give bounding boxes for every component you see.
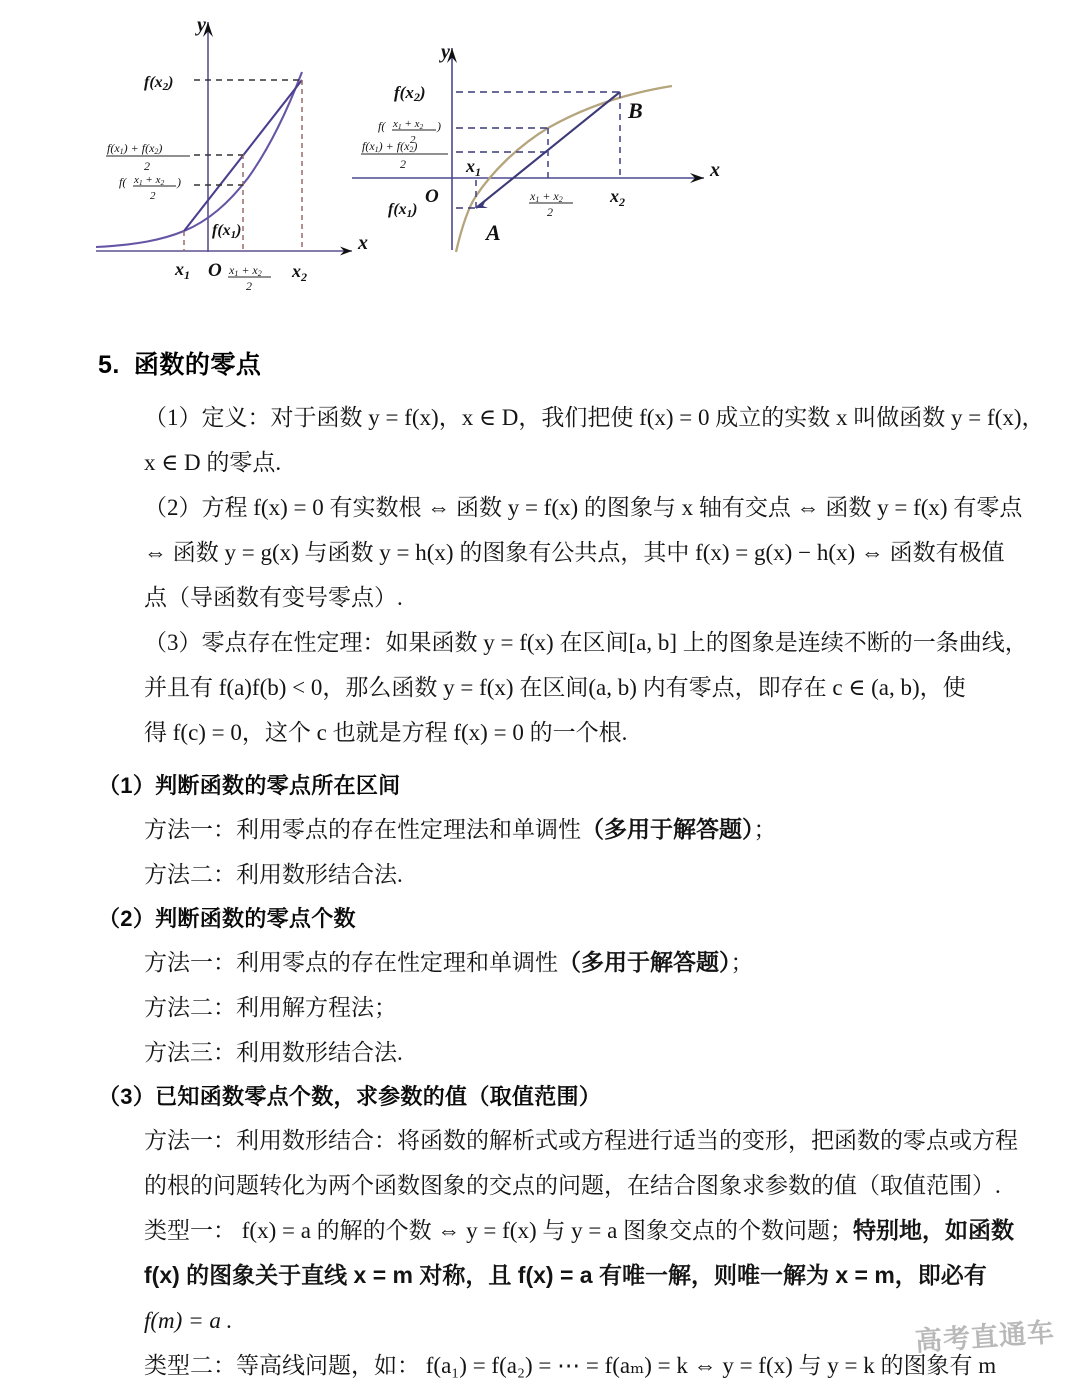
label-avg-f-right [361,139,448,171]
type-1-line-3: f(m) = a . [144,1308,233,1333]
svg-text:f(x1) + f(x2): f(x1) + f(x2) [362,139,418,154]
section-2-method-2: 方法二：利用解方程法； [144,995,397,1020]
section-1-method-2: 方法二：利用数形结合法. [144,862,403,887]
label-f-x2-right: f(x2) [394,83,426,104]
x-axis-label-left: x [358,232,368,254]
y-axis-label-left: y [197,14,206,36]
svg-text:x1 + x2: x1 + x2 [530,189,563,204]
point-label-a: A [486,220,501,245]
tick-x2-right: $x_2$ [610,186,625,209]
section-2-method-1: 方法一：利用零点的存在性定理和单调性（多用于解答题）； [144,949,754,975]
svg-text:2: 2 [547,205,553,219]
definition-2-line-2: ⇔ 函数 y = g(x) 与函数 y = h(x) 的图象有公共点，其中 f(x) = g(x) − h(x) ⇔ 函数有极值 [144,540,1005,565]
section-3-method-line-2: 的根的问题转化为两个函数图象的交点的问题，在结合图象求参数的值（取值范围）. [144,1173,1001,1198]
svg-text:2: 2 [144,159,150,173]
watermark: 高考直通车 [914,1317,1056,1357]
label-f-x1-right: f(x1) [388,201,418,220]
point-label-b: B [628,98,643,123]
svg-text:2: 2 [150,190,156,202]
tick-x2-left: $x_2$ [292,261,307,284]
type-2-line-1: 类型二：等高线问题，如： f(a₁) = f(a₂) = ⋯ = f(aₘ) = k ⇔ y = f(x) 与 y = k 的图象有 m [144,1353,997,1378]
svg-text:x1 + x2: x1 + x2 [393,118,424,131]
axes-left [96,22,352,256]
svg-text:2: 2 [246,279,252,293]
convex-curve [96,72,302,247]
definition-1-line-1: （1）定义：对于函数 y = f(x)，x ∈ D，我们把使 f(x) = 0 成立的实数 x 叫做函数 y = f(x)， [144,405,1045,430]
heading-title: 函数的零点 [133,351,262,379]
section-3-method-line-1: 方法一：利用数形结合：将函数的解析式或方程进行适当的变形，把函数的零点或方程 [144,1128,1018,1153]
tick-midpoint-left [228,263,271,293]
concave-function-figure [352,0,772,348]
svg-text:): ) [177,175,181,189]
definition-3-line-1: （3）零点存在性定理：如果函数 y = f(x) 在区间[a, b] 上的图象是连续不断的一条曲线， [144,630,1028,655]
label-f-x1-left: f(x1) [212,222,242,241]
tick-midpoint-right [529,189,573,219]
svg-text:): ) [437,119,441,133]
definition-2-line-3: 点（导函数有变号零点）. [144,585,403,610]
page-heading [98,348,1080,382]
convex-function-figure [96,0,396,348]
convex-figure-svg [96,0,396,348]
svg-text:f(: f( [378,119,386,133]
svg-text:x1 + x2: x1 + x2 [229,263,262,278]
svg-text:f(: f( [119,175,127,189]
tick-x1-right: $x_1$ [466,156,481,179]
concave-figure-svg [352,0,772,348]
label-avg-f-left [106,141,190,173]
definition-3-line-3: 得 f(c) = 0，这个 c 也就是方程 f(x) = 0 的一个根. [144,720,628,745]
section-3-title: （3）已知函数零点个数，求参数的值（取值范围） [98,1084,602,1109]
heading-number: 5. [98,351,120,379]
vertical-dashed-left [184,80,302,251]
type-1-line-1: 类型一： f(x) = a 的解的个数 ⇔ y = f(x) 与 y = a 图象交点的个数问题；特别地，如函数 [144,1217,1015,1243]
label-f-mid-left [119,174,181,202]
horizontal-dashed-left [194,80,302,185]
section-2-title: （2）判断函数的零点个数 [98,906,356,931]
svg-text:f(x1) + f(x2): f(x1) + f(x2) [107,141,163,156]
tick-x1-left: $x_1$ [175,259,190,282]
definition-2-line-1: （2）方程 f(x) = 0 有实数根 ⇔ 函数 y = f(x) 的图象与 x 轴有交点 ⇔ 函数 y = f(x) 有零点 [144,495,1023,520]
origin-label-left: O [208,260,222,281]
section-2-method-3: 方法三：利用数形结合法. [144,1040,403,1065]
label-f-x2-left: f(x2) [144,74,174,93]
document-body [0,348,1080,1388]
origin-label-right: O [425,186,439,207]
definition-3-line-2: 并且有 f(a)f(b) < 0，那么函数 y = f(x) 在区间(a, b) 内有零点，即存在 c ∈ (a, b)，使 [144,675,966,700]
section-1-method-1: 方法一：利用零点的存在性定理法和单调性（多用于解答题）； [144,816,777,842]
definition-1-line-2: x ∈ D 的零点. [144,450,282,475]
figure-row [0,0,1080,348]
svg-text:2: 2 [410,134,416,146]
y-axis-label-right: y [441,41,450,63]
x-axis-label-right: x [710,159,720,181]
svg-text:2: 2 [400,157,406,171]
section-1-title: （1）判断函数的零点所在区间 [98,773,401,798]
svg-text:x1 + x2: x1 + x2 [134,174,165,187]
type-1-line-2: f(x) 的图象关于直线 x = m 对称，且 f(x) = a 有唯一解，则唯一解为 x = m，即必有 [144,1262,987,1288]
